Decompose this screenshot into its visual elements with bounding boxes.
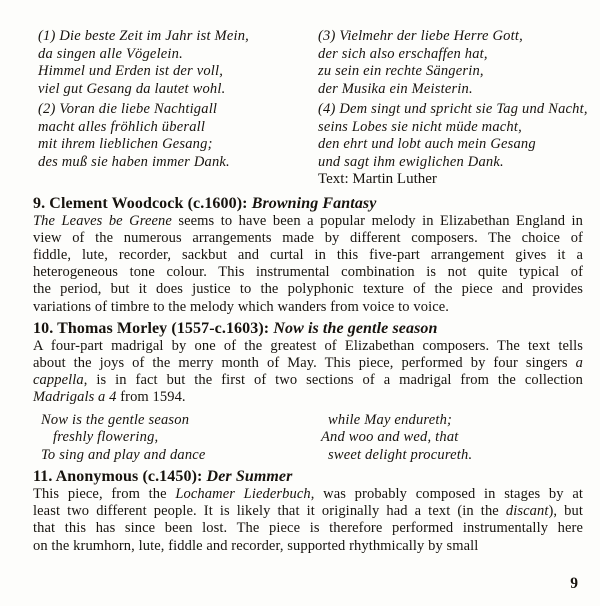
- verse-line: zu sein ein rechte Sängerin,: [318, 63, 484, 79]
- text-line: least two different people. It is likely that it originally had a text (in the discant), but: [33, 503, 583, 520]
- morley-verses-right-column: [318, 412, 583, 465]
- verse-line: macht alles fröhlich überall: [38, 118, 206, 135]
- verse-line: der Musika ein Meisterin.: [318, 80, 473, 97]
- section-10-heading: [33, 319, 583, 338]
- verse-line: (2) Voran die liebe Nachtigall: [38, 101, 218, 117]
- verse-line: viel gut Gesang da lautet wohl.: [38, 80, 226, 97]
- text-line: cappella, is in fact but the first of two sections of a madrigal from the collection: [33, 372, 583, 389]
- section-11-composer: 11. Anonymous (c.1450):: [33, 468, 203, 486]
- section-11-paragraph: [33, 486, 583, 555]
- verse-line: And woo and wed, that: [321, 429, 459, 446]
- text-line: Madrigals a 4 from 1594.: [33, 389, 186, 406]
- text-attribution: Text: Martin Luther: [318, 171, 437, 187]
- text-line: fiddle, lute, recorder, sackbut and curtal in this five-part arrangement gives it a: [33, 246, 583, 263]
- verse-line: der sich also erschaffen hat,: [318, 45, 488, 62]
- text-line: about the joys of the merry month of May. This piece, performed by four singers a: [33, 354, 583, 371]
- verse-line: seins Lobes sie nicht müde macht,: [318, 118, 522, 135]
- verse-line: und sagt ihm ewiglichen Dank.: [318, 153, 504, 170]
- section-9-composer: 9. Clement Woodcock (c.1600):: [33, 194, 248, 212]
- verse-line: da singen alle Vögelein.: [38, 45, 183, 62]
- stanza-4: [318, 101, 588, 171]
- section-9-heading: [33, 194, 583, 213]
- section-10-composer: 10. Thomas Morley (1557-c.1603):: [33, 319, 270, 337]
- verse-line: freshly flowering,: [53, 429, 159, 446]
- text-line: the period, but it does justice to the polyphonic texture of the piece and provides: [33, 281, 583, 298]
- section-morley: [33, 319, 583, 407]
- verse-line: des muß sie haben immer Dank.: [38, 153, 230, 170]
- text-line: that this has since been lost. The piece is therefore performed instrumentally here: [33, 520, 583, 537]
- page-number: 9: [570, 574, 578, 592]
- verse-line: Now is the gentle season: [41, 411, 190, 428]
- section-11-heading: [33, 467, 583, 486]
- verse-line: (4) Dem singt und spricht sie Tag und Nacht,: [318, 101, 588, 117]
- text-line: The Leaves be Greene seems to have been a popular melody in Elizabethan England in: [33, 212, 583, 229]
- morley-stanza-right: [321, 412, 583, 465]
- stanza-2: [38, 101, 318, 171]
- luther-verses-left-column: [33, 28, 318, 189]
- section-11-title: Der Summer: [206, 468, 293, 486]
- luther-verses-right-column: [318, 28, 588, 189]
- text-line: on the krumhorn, lute, fiddle and recorder, supported rhythmically by small: [33, 537, 479, 554]
- text-line: This piece, from the Lochamer Liederbuch, was probably composed in stages by at: [33, 486, 583, 503]
- verse-line: sweet delight procureth.: [328, 446, 473, 463]
- verse-line: (1) Die beste Zeit im Jahr ist Mein,: [38, 28, 249, 44]
- stanza-1: [38, 28, 318, 98]
- text-line: variations of timbre to the melody which wanders from voice to voice.: [33, 298, 450, 315]
- verse-line: (3) Vielmehr der liebe Herre Gott,: [318, 28, 523, 44]
- luther-verse-block: [33, 28, 588, 189]
- morley-verses-left-column: [33, 412, 318, 465]
- verse-line: while May endureth;: [328, 411, 453, 428]
- morley-stanza-left: [41, 412, 318, 465]
- morley-verse-block: [33, 412, 583, 465]
- text-line: A four-part madrigal by one of the greatest of Elizabethan composers. The text tells: [33, 337, 583, 354]
- section-10-title: Now is the gentle season: [273, 319, 438, 337]
- section-10-paragraph: [33, 338, 583, 407]
- verse-line: Himmel und Erden ist der voll,: [38, 63, 224, 79]
- verse-line: den ehrt und lobt auch mein Gesang: [318, 136, 536, 152]
- verse-line: mit ihrem lieblichen Gesang;: [38, 136, 213, 152]
- section-9-paragraph: [33, 213, 583, 316]
- verse-line: To sing and play and dance: [41, 446, 206, 463]
- stanza-3: [318, 28, 583, 98]
- section-anonymous: [33, 467, 583, 555]
- text-line: view of the numerous arrangements made by different composers. The choice of: [33, 229, 583, 246]
- section-woodcock: [33, 194, 583, 316]
- section-9-title: Browning Fantasy: [251, 194, 377, 212]
- text-line: heterogeneous tone colour. This instrumental combination is not quite typical of: [33, 264, 583, 281]
